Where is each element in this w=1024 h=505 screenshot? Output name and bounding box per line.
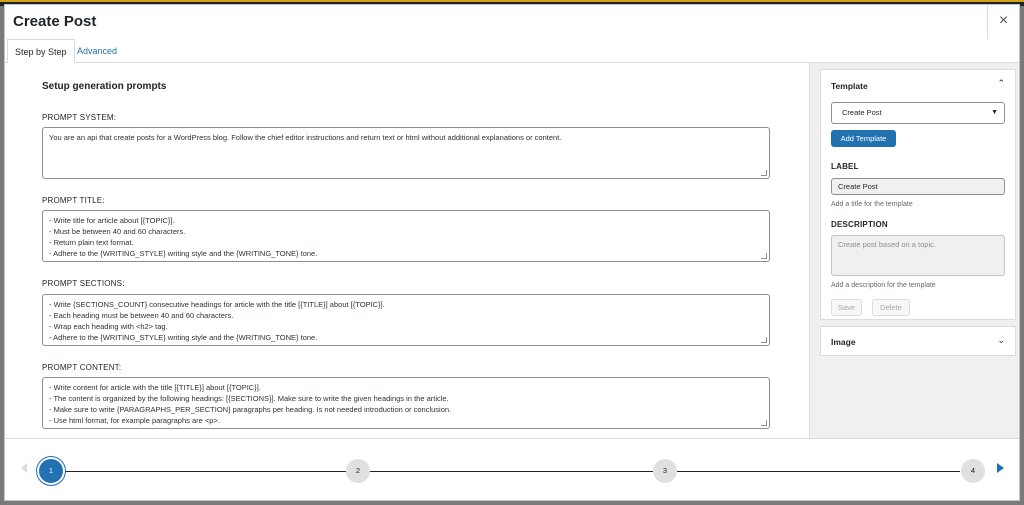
description-heading: DESCRIPTION <box>831 220 888 229</box>
prompt-sections-label: PROMPT SECTIONS: <box>42 279 125 288</box>
prompt-title-label: PROMPT TITLE: <box>42 196 105 205</box>
template-select-value: Create Post <box>842 108 882 117</box>
save-button[interactable]: Save <box>831 299 862 316</box>
description-help-text: Add a description for the template <box>831 282 936 289</box>
previous-arrow-icon <box>21 463 27 473</box>
image-heading: Image <box>831 337 856 347</box>
prompt-sections-textarea[interactable] <box>42 294 770 346</box>
template-panel <box>820 69 1016 320</box>
step-2[interactable]: 2 <box>346 459 370 483</box>
next-arrow-icon[interactable] <box>997 463 1004 473</box>
section-title: Setup generation prompts <box>42 81 167 92</box>
prompt-title-textarea[interactable] <box>42 210 770 262</box>
prompt-content-text: - Write content for article with the title [{TITLE}] about [{TOPIC}]. - The content is organized by the following headings: [{SECTIONS}]. Make sure to write the given headings in the article. - Make sure to write {PARAGRAPHS_PER_SECTION} paragraphs per heading. Is not needed introduction or conclusion. - Use html format, for example paragraphs are <p>. <box>49 383 452 425</box>
stepper <box>5 438 1019 501</box>
chevron-down-icon: ▼ <box>991 109 998 116</box>
prompt-title-text: - Write title for article about [{TOPIC}]. - Must be between 40 and 60 characters. - Return plain text format. - Adhere to the {WRITING_STYLE} writing style and the {WRITING_TONE} tone. <box>49 216 318 258</box>
template-select[interactable] <box>831 102 1005 124</box>
stepper-line <box>63 471 346 472</box>
tab-advanced[interactable]: Advanced <box>77 46 118 56</box>
template-heading: Template <box>831 81 868 91</box>
prompt-content-textarea[interactable] <box>42 377 770 429</box>
chevron-down-icon[interactable]: ⌄ <box>997 335 1005 345</box>
create-post-modal <box>4 4 1020 501</box>
step-1[interactable]: 1 <box>39 459 63 483</box>
add-template-button[interactable]: Add Template <box>831 130 896 147</box>
delete-button[interactable]: Delete <box>872 299 910 316</box>
stepper-line <box>677 471 960 472</box>
template-sidebar <box>809 63 1020 438</box>
prompt-system-text: You are an api that create posts for a WordPress blog. Follow the chief editor instructions and return text or html without additional explanations or content. <box>49 133 562 142</box>
label-heading: LABEL <box>831 162 859 171</box>
resize-handle-icon[interactable] <box>761 170 767 176</box>
resize-handle-icon[interactable] <box>761 337 767 343</box>
tab-bar <box>5 39 1019 63</box>
chevron-up-icon[interactable]: ⌃ <box>997 78 1005 88</box>
stepper-line <box>370 471 653 472</box>
resize-handle-icon[interactable] <box>761 253 767 259</box>
prompt-system-label: PROMPT SYSTEM: <box>42 113 117 122</box>
close-icon[interactable]: × <box>987 5 1019 39</box>
prompt-system-textarea[interactable] <box>42 127 770 179</box>
prompt-sections-text: - Write {SECTIONS_COUNT} consecutive headings for article with the title [{TITLE}] about [{TOPIC}]. - Each heading must be between 40 and 60 characters. - Wrap each heading with <h2> tag. - Adhere to the {WRITING_STYLE} writing style and the {WRITING_TONE} tone. <box>49 300 385 342</box>
step-3[interactable]: 3 <box>653 459 677 483</box>
step-4[interactable]: 4 <box>961 459 985 483</box>
label-input[interactable]: Create Post <box>831 178 1005 195</box>
modal-title: Create Post <box>13 13 97 30</box>
prompt-content-label: PROMPT CONTENT: <box>42 363 122 372</box>
prompts-panel <box>5 63 809 438</box>
description-textarea[interactable]: Create post based on a topic. <box>831 235 1005 276</box>
modal-header <box>5 5 1019 39</box>
tab-step-by-step[interactable]: Step by Step <box>7 39 75 64</box>
label-help-text: Add a title for the template <box>831 201 913 208</box>
image-panel[interactable] <box>820 326 1016 356</box>
resize-handle-icon[interactable] <box>761 420 767 426</box>
